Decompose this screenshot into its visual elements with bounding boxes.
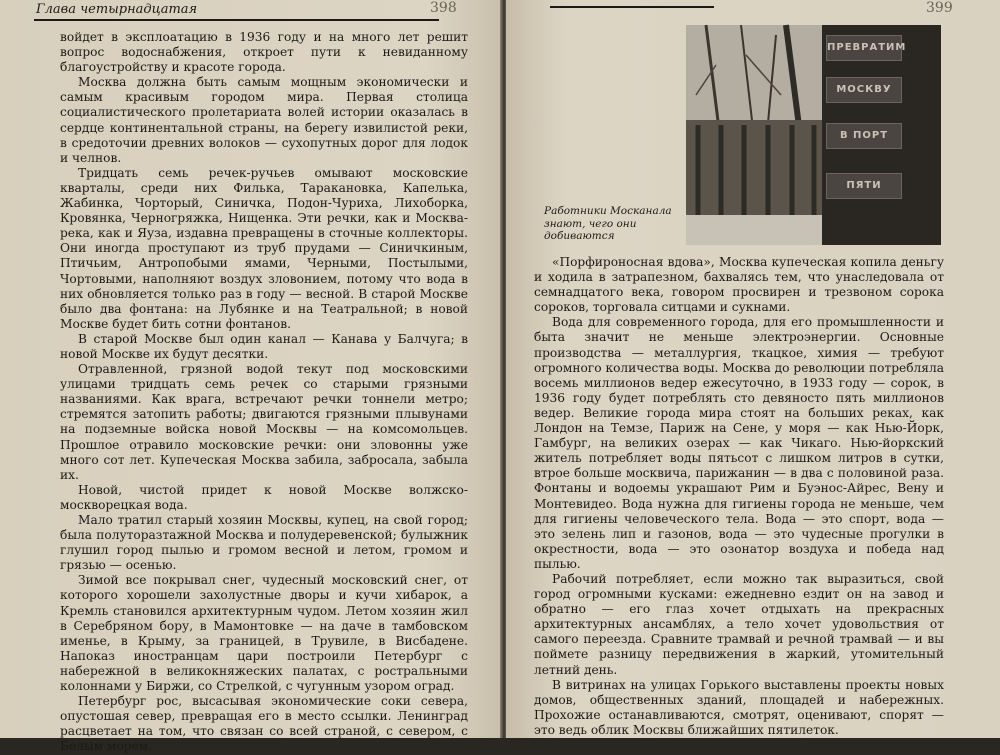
paragraph: Мало тратил старый хозяин Москвы, купец, на свой город; была полуторазтажной Москва и полудеревенской; булыжник глушил город пылью и громом весной и летом, громом и грязью — осенью. (60, 513, 468, 573)
photo-caption: Работники Москанала знают, чего они добиваются (544, 205, 672, 242)
page-number-right: 399 (926, 0, 953, 16)
paragraph: Новой, чистой придет к новой Москве волжско-москворецкая вода. (60, 482, 468, 512)
header-rule (34, 19, 439, 21)
photo-sign: ПРЕВРАТИМ (826, 35, 902, 61)
paragraph: В витринах на улицах Горького выставлены проекты новых домов, общественных зданий, площадей и набережных. Прохожие останавливаются, смотрят, оценивают, спорят — это ведь облик Москвы ближайших пятилеток. (534, 677, 944, 737)
paragraph: войдет в эксплоатацию в 1936 году и на много лет решит вопрос водоснабжения, откроет пути к невиданному благоустройству и красоте города. (60, 30, 468, 75)
paragraph: Петербург рос, высасывая экономические соки севера, опустошая север, превращая его в место ссылки. Ленинград расцветает на том, что связан со всей страной, с севером, с Белым морем. (60, 694, 468, 754)
photo (686, 25, 941, 245)
header-rule-right (550, 6, 714, 8)
paragraph: Тридцать семь речек-ручьев омывают московские кварталы, среди них Филька, Таракановка, Капелька, Жабинка, Чорторый, Синичка, Подон-Чуриха, Лихоборка, Кровянка, Черногряжка, Нищенка. Эти речки, как и Москва-река, как и Яуза, издавна превращены в сточные коллекторы. Они иногда проступают из труб прудами — Синичкиным, Птичьим, Антропобыми ямами, Черными, Постылыми, Чортовыми, наполняют воздух зловонием, потому что вода в них обновляется только раз в году — весной. В старой Москве было два фонтана: на Лубянке и на Театральной; в новой Москве будет бить сотни фонтанов. (60, 165, 468, 331)
paragraph: Москва должна быть самым мощным экономически и самым красивым городом мира. Первая столица социалистического пролетариата волей истории оказалась в сердце континентальной страны, на берегу извилистой реки, в средоточии древних волоков — сухопутных дорог для лодок и челнов. (60, 75, 468, 165)
chapter-header: Глава четырнадцатая (36, 2, 198, 17)
paragraph: Рабочий потребляет, если можно так выразиться, свой город огромными кусками: ежедневно ездит он на завод и обратно — его глаз хочет отдыхать на прекрасных архитектурных ансамблях, а тело хочет удовольствия от самого переезда. Сравните трамвай и речной трамвай — и вы поймете разницу передвижения в жаркий, утомительный летний день. (534, 571, 944, 677)
photo-sign: МОСКВУ (826, 77, 902, 103)
photo-sign: ПЯТИ (826, 173, 902, 199)
paragraph: «Порфироносная вдова», Москва купеческая копила деньгу и ходила в затрапезном, бахвалясь тем, что унаследовала от семнадцатого века, говором просвирен и трезвоном сорока сороков, торговала ситцами и сукнами. (534, 255, 944, 315)
paragraph: Вода для современного города, для его промышленности и быта значит не меньше электроэнергии. Основные производства — металлургия, ткацкое, химия — требуют огромного количества воды. Москва до революции потребляла восемь миллионов ведер ежесуточно, в 1933 году — сорок, в 1936 году будет потреблять сто девяносто пять миллионов ведер. Великие города мира стоят на больших реках, как Лондон на Темзе, Париж на Сене, у моря — как Нью-Йорк, Гамбург, на великих озерах — как Чикаго. Нью-йоркский житель потребляет воды пятьсот с лишком литров в сутки, втрое больше москвича, парижанин — в два с половиной раза. Фонтаны и водоемы украшают Рим и Буэнос-Айрес, Вену и Монтевидео. Вода нужна для гигиены города не меньше, чем для гигиены человеческого тела. Вода — это спорт, вода — это зелень лип и газонов, вода — это чудесные прогулки в окрестности, вода — это озонатор воздуха и победа над пылью. (534, 315, 944, 571)
paragraph: Зимой все покрывал снег, чудесный московский снег, от которого хорошели захолустные дворы и кучи хибарок, а Кремль становился архитектурным чудом. Летом хозяин жил в Серебряном бору, в Мамонтовке — на даче в тамбовском именье, в Крыму, за границей, в Трувиле, в Висбадене. Напоказ иностранцам цари построили Петербург с набережной в великокняжеских палатах, с ростральными колоннами у Биржи, со Стрелкой, с чугунным узором оград. (60, 573, 468, 694)
right-page (506, 0, 1000, 738)
left-text-column (60, 30, 468, 755)
page-number-left: 398 (430, 0, 457, 16)
right-text-column (534, 255, 944, 738)
paragraph: Отравленной, грязной водой текут под московскими улицами тридцать семь речек со старыми грязными названиями. Как врага, встречают речки тоннели метро; стремятся затопить работы; двигаются грязными плывунами на подземные войска новой Москвы — на комсомольцев. Прошлое отравило московские речки: они зловонны уже много сот лет. Купеческая Москва забила, забросала, забыла их. (60, 362, 468, 482)
photo-sign: В ПОРТ (826, 123, 902, 149)
paragraph: В старой Москве был один канал — Канава у Балчуга; в новой Москве их будут десятки. (60, 331, 468, 361)
